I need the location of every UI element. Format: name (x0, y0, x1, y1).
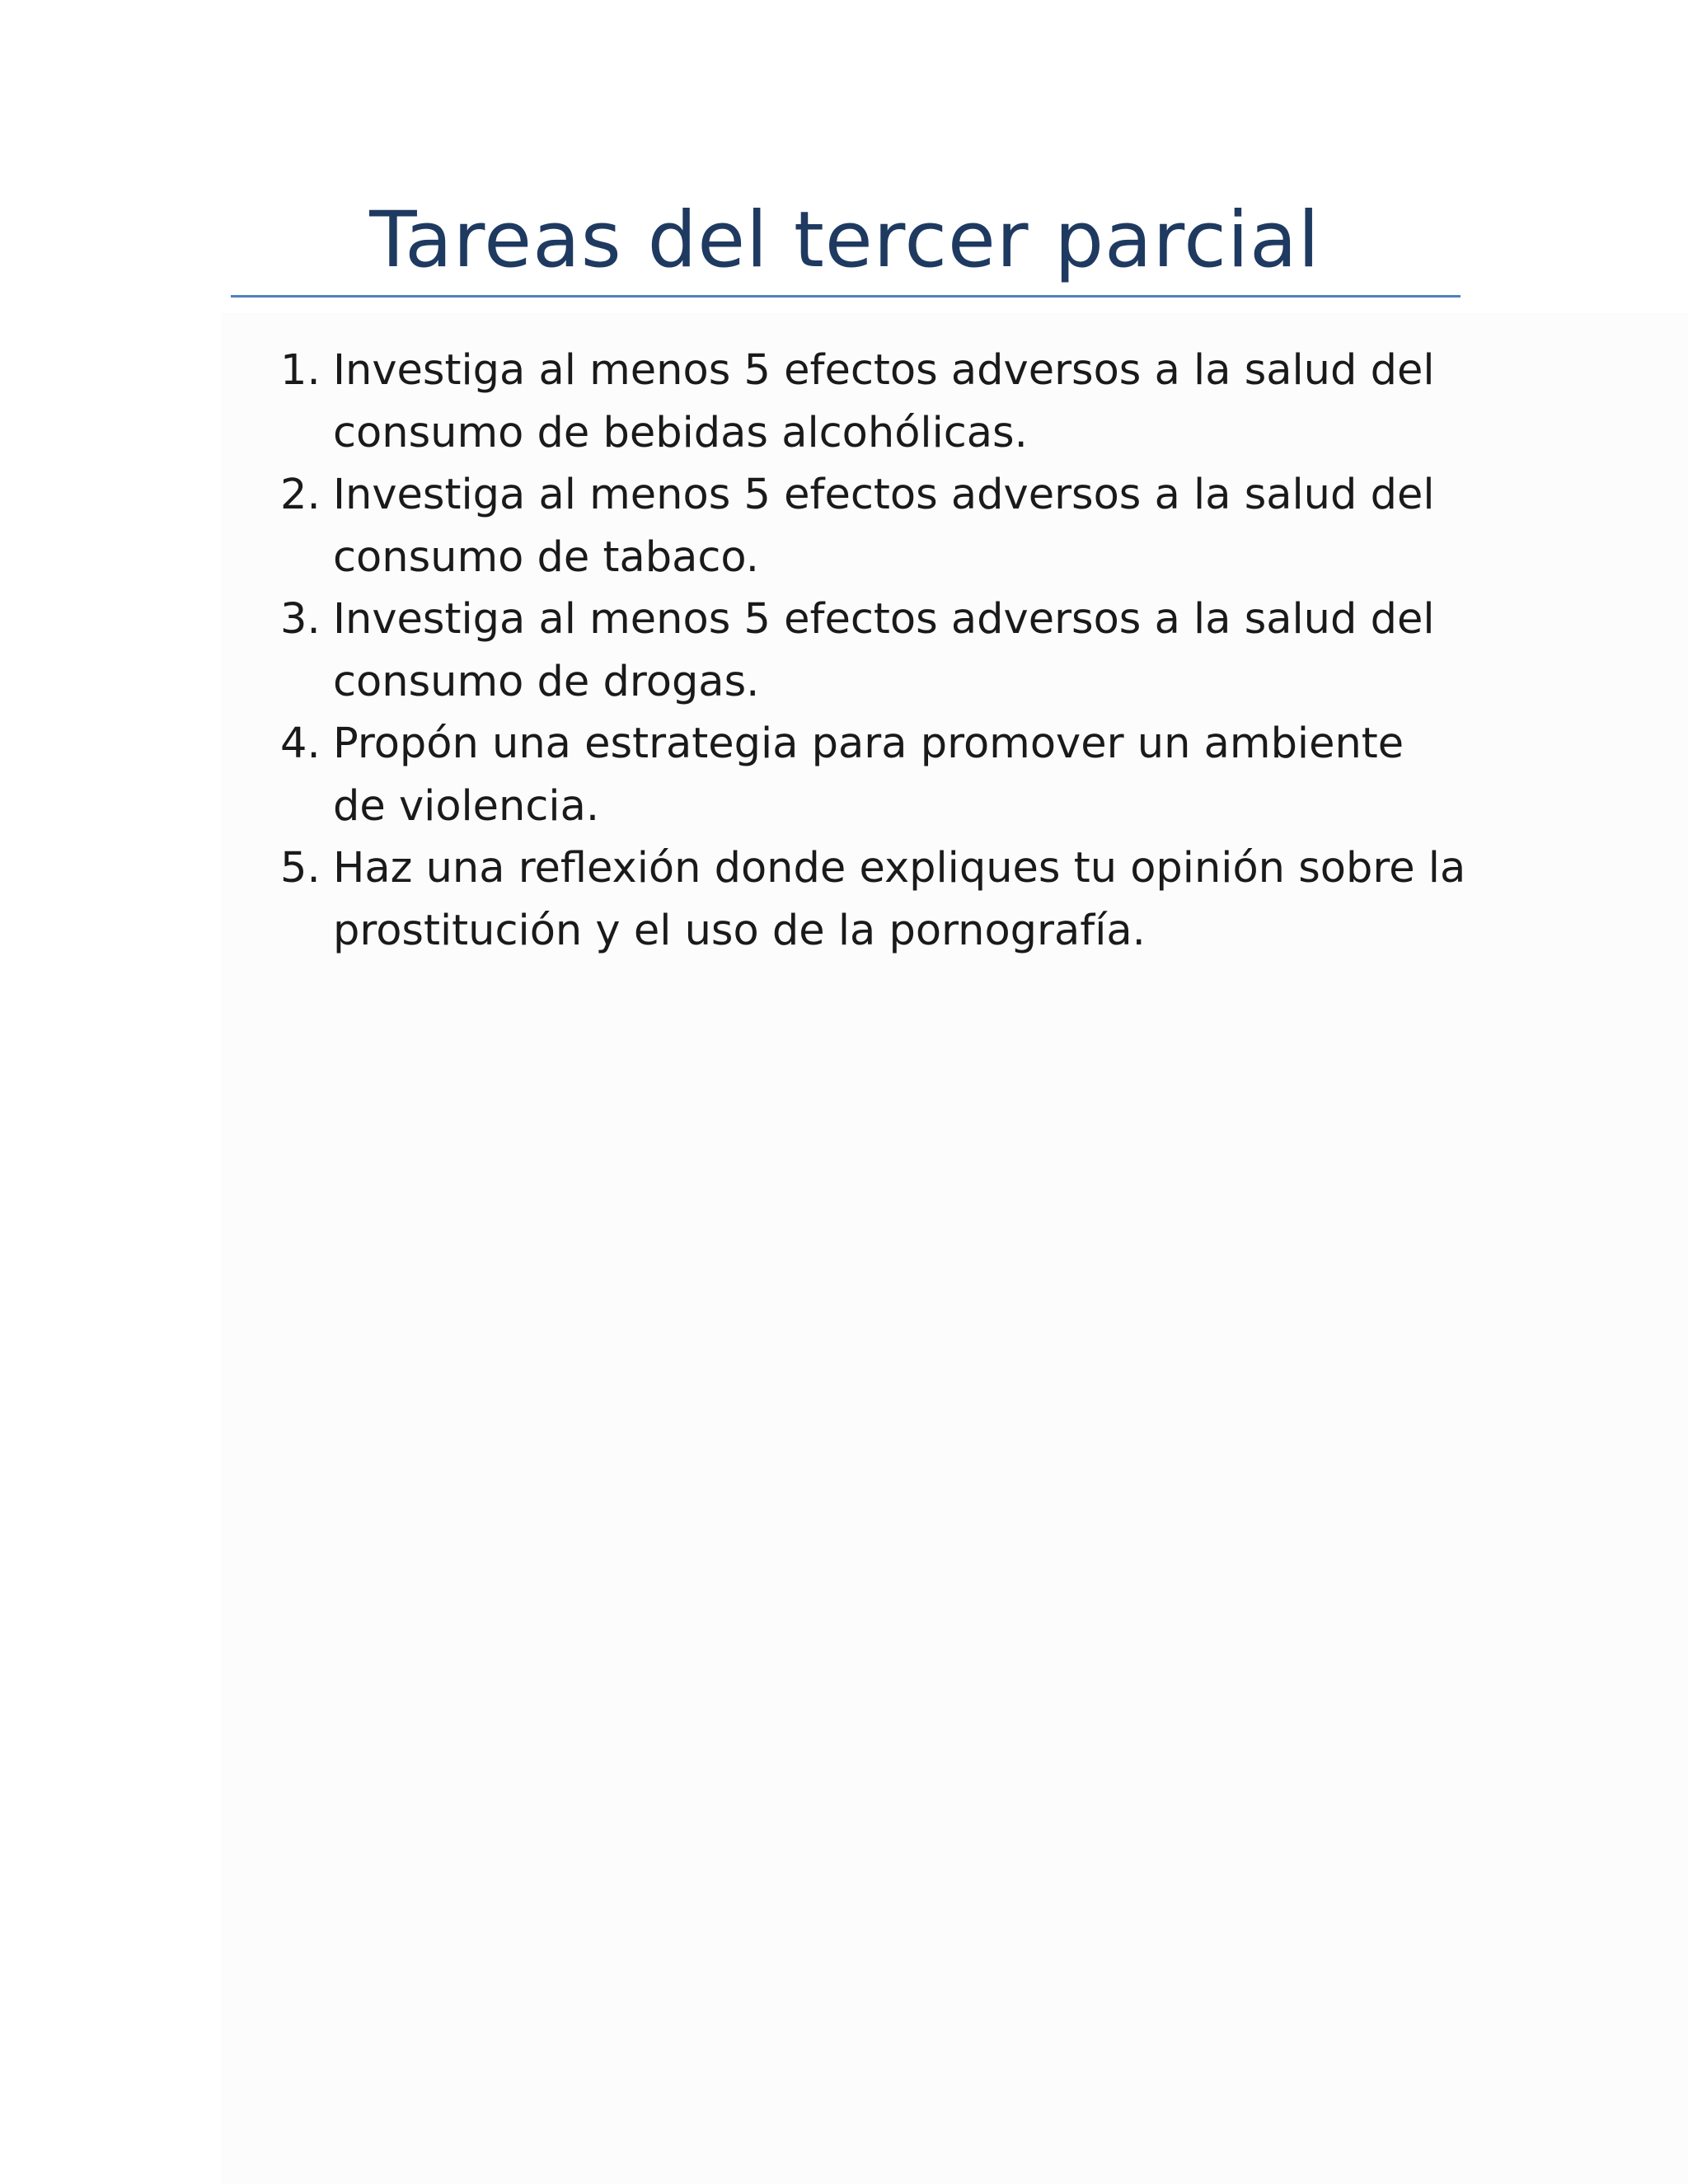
task-number: 3. (280, 595, 321, 644)
task-number: 2. (280, 471, 321, 519)
task-item (280, 464, 1467, 588)
task-number: 1. (280, 346, 321, 395)
task-text: Haz una reflexión donde expliques tu opinión sobre la prostitución y el uso de la pornografía. (333, 844, 1466, 955)
title-underline (231, 295, 1461, 298)
task-list (280, 340, 1467, 962)
task-text: Investiga al menos 5 efectos adversos a la salud del consumo de tabaco. (333, 471, 1435, 582)
document-title: Tareas del tercer parcial (369, 195, 1320, 285)
task-text: Investiga al menos 5 efectos adversos a la salud del consumo de bebidas alcohólicas. (333, 346, 1435, 457)
task-number: 5. (280, 844, 321, 893)
task-item (280, 340, 1467, 464)
task-item (280, 837, 1467, 962)
task-text: Investiga al menos 5 efectos adversos a la salud del consumo de drogas. (333, 595, 1435, 706)
task-number: 4. (280, 719, 321, 768)
task-text: Propón una estrategia para promover un ambiente de violencia. (333, 719, 1404, 831)
task-item (280, 588, 1467, 713)
task-item (280, 713, 1467, 837)
